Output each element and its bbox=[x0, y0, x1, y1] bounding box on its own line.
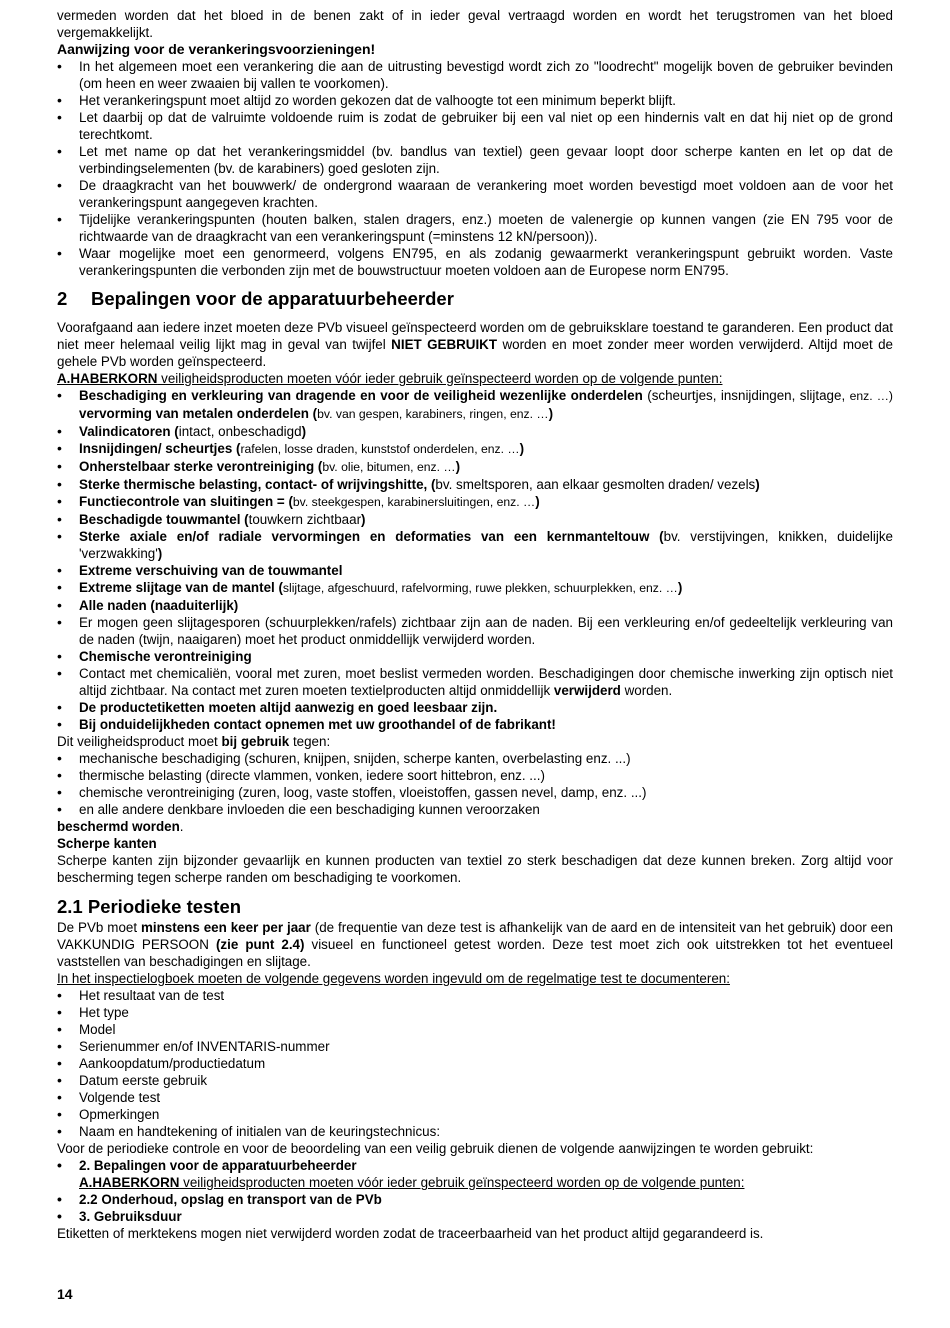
anchor-heading: Aanwijzing voor de verankeringsvoorzieningen! bbox=[57, 41, 376, 57]
list-item: • Het type bbox=[57, 1004, 893, 1021]
text-run: veiligheidsproducten moeten vóór ieder gebruik geïnspecteerd worden op de volgende punten: bbox=[157, 371, 723, 386]
list-item: • Sterke axiale en/of radiale vervormingen en deformaties van een kernmanteltouw (bv. verstijvingen, knikken, duidelijke 'verzwakking') bbox=[57, 528, 893, 562]
list-item: • Beschadigde touwmantel (touwkern zichtbaar) bbox=[57, 511, 893, 528]
list-item: • Waar mogelijke moet een genormeerd, volgens EN795, en als zodanig gewaarmerkt verankeringspunt gebruikt worden. Vaste verankeringspunten die verbonden zijn met de bouwstructuur moeten voldoen aan de Europese norm EN795. bbox=[57, 245, 893, 279]
list-item: • Er mogen geen slijtagesporen (schuurplekken/rafels) zichtbaar zijn aan de naden. Bij een verkleuring en/of gedeeltelijk verkleuring van de naden (twijn, naaigaren) moet het product onmiddellijk verwijderd worden. bbox=[57, 614, 893, 648]
list-item: • Insnijdingen/ scheurtjes (rafelen, losse draden, kunststof onderdelen, enz. …) bbox=[57, 440, 893, 458]
list-item: • mechanische beschadiging (schuren, knijpen, snijden, scherpe kanten, overbelasting enz. ...) bbox=[57, 750, 893, 767]
list-item: • Opmerkingen bbox=[57, 1106, 893, 1123]
list-item: • thermische belasting (directe vlammen, vonken, iedere soort hittebron, enz. ...) bbox=[57, 767, 893, 784]
list-item: • Functiecontrole van sluitingen = (bv. steekgespen, karabinersluitingen, enz. …) bbox=[57, 493, 893, 511]
closing-text: Etiketten of merktekens mogen niet verwijderd worden zodat de traceerbaarheid van het product altijd gegarandeerd is. bbox=[57, 1226, 764, 1241]
document-page bbox=[57, 7, 893, 1242]
section2-paragraph bbox=[57, 319, 893, 370]
text-run-bold: NIET GEBRUIKT bbox=[391, 337, 498, 352]
page-number: 14 bbox=[57, 1286, 73, 1302]
periodic-test-paragraph: De PVb moet minstens een keer per jaar (de frequentie van deze test is afhankelijk van de aard en de intensiteit van het gebruik) door een VAKKUNDIG PERSOON (zie punt 2.4) visueel en functioneel getest worden. Deze test moet zich ook uitstrekken tot het eventueel vaststellen van beschadigingen en slijtage. bbox=[57, 920, 894, 969]
section-heading-2-1: 2.1 Periodieke testen bbox=[57, 896, 242, 917]
list-item: • Het resultaat van de test bbox=[57, 987, 893, 1004]
list-item: • en alle andere denkbare invloeden die een beschadiging kunnen veroorzaken bbox=[57, 801, 893, 818]
section-number: 2 bbox=[57, 288, 68, 309]
list-item: • Contact met chemicaliën, vooral met zuren, moet beslist vermeden worden. Beschadigingen door chemische inwerking zijn optisch niet altijd zichtbaar. Na contact met zuren moeten textielproducten altijd onmiddellijk verwijderd worden. bbox=[57, 665, 893, 699]
list-item: • 3. Gebruiksduur bbox=[57, 1208, 893, 1225]
guidance-list bbox=[57, 1157, 893, 1174]
guidance-brand-line: A.HABERKORN veiligheidsproducten moeten vóór ieder gebruik geïnspecteerd worden op de volgende punten: bbox=[79, 1175, 745, 1190]
guidance-list-2 bbox=[57, 1191, 893, 1225]
logbook-list bbox=[57, 987, 893, 1140]
list-item: • Onherstelbaar sterke verontreiniging (bv. olie, bitumen, enz. …) bbox=[57, 458, 893, 476]
inspection-list bbox=[57, 387, 893, 733]
list-item: • 2. Bepalingen voor de apparatuurbeheerder bbox=[57, 1157, 893, 1174]
list-item: • Let met name op dat het verankeringsmiddel (bv. bandlus van textiel) geen gevaar loopt door scherpe kanten en let op dat de verbindingselementen (bv. de karabiners) goed gesloten zijn. bbox=[57, 143, 893, 177]
list-item: • De draagkracht van het bouwwerk/ de ondergrond waaraan de verankering moet worden bevestigd moet voldoen aan de voor het verankeringspunt aangegeven krachten. bbox=[57, 177, 893, 211]
list-item: • De productetiketten moeten altijd aanwezig en goed leesbaar zijn. bbox=[57, 699, 893, 716]
brand-name: A.HABERKORN bbox=[57, 371, 158, 386]
protect-intro: Dit veiligheidsproduct moet bij gebruik tegen: bbox=[57, 734, 331, 749]
sharp-edges-text: Scherpe kanten zijn bijzonder gevaarlijk en kunnen producten van textiel zo sterk beschadigen dat deze kunnen breken. Zorg altijd voor bescherming tegen scherpe randen om beschadiging te voorkomen. bbox=[57, 853, 893, 885]
guidance-line: Voor de periodieke controle en voor de beoordeling van een veilig gebruik dienen de volgende aanwijzingen te worden gebruikt: bbox=[57, 1141, 814, 1156]
list-item: • Het verankeringspunt moet altijd zo worden gekozen dat de valhoogte tot een minimum beperkt blijft. bbox=[57, 92, 893, 109]
protect-list bbox=[57, 750, 893, 818]
list-item: • Bij onduidelijkheden contact opnemen met uw groothandel of de fabrikant! bbox=[57, 716, 893, 733]
list-item: • Model bbox=[57, 1021, 893, 1038]
list-item: • Let daarbij op dat de valruimte voldoende ruim is zodat de gebruiker bij een val niet op een hindernis valt en dat hij niet op de grond terechtkomt. bbox=[57, 109, 893, 143]
list-item: • Tijdelijke verankeringspunten (houten balken, stalen dragers, enz.) moeten de valenergie op kunnen vangen (zie EN 795 voor de richtwaarde van de draagkracht van een verankeringspunt (=minstens 12 kN/persoon)). bbox=[57, 211, 893, 245]
list-item: • Valindicatoren (intact, onbeschadigd) bbox=[57, 423, 893, 440]
list-item: • Aankoopdatum/productiedatum bbox=[57, 1055, 893, 1072]
list-item: • Sterke thermische belasting, contact- of wrijvingshitte, (bv. smeltsporen, aan elkaar gesmolten draden/ vezels) bbox=[57, 476, 893, 493]
list-item: • Serienummer en/of INVENTARIS-nummer bbox=[57, 1038, 893, 1055]
list-item: • Naam en handtekening of initialen van de keuringstechnicus: bbox=[57, 1123, 893, 1140]
text-run: Voorafgaand aan iedere inzet moeten deze PVb visueel geïnspecteerd worden om de gebruiksklare toestand te garanderen. Een product dat niet meer helemaal veilig lijkt mag in geval van twijfel bbox=[57, 320, 893, 352]
sharp-edges-heading: Scherpe kanten bbox=[57, 836, 157, 851]
list-item: • Volgende test bbox=[57, 1089, 893, 1106]
list-item: • Datum eerste gebruik bbox=[57, 1072, 893, 1089]
anchor-list bbox=[57, 58, 893, 279]
text-run: worden en moet zonder meer worden verwijderd. Altijd moet de gehele PVb worden geïnspecteerd. bbox=[57, 337, 893, 369]
continued-paragraph: vermeden worden dat het bloed in de benen zakt of in ieder geval vertraagd worden en wordt het terugstromen van het bloed vergemakkelijkt. bbox=[57, 8, 893, 40]
list-item: • Extreme slijtage van de mantel (slijtage, afgeschuurd, rafelvorming, ruwe plekken, schuurplekken, enz. …) bbox=[57, 579, 893, 597]
list-item: • 2.2 Onderhoud, opslag en transport van de PVb bbox=[57, 1191, 893, 1208]
list-item: • In het algemeen moet een verankering die aan de uitrusting bevestigd wordt zich zo "loodrecht" mogelijk boven de gebruiker bevinden (om heen en weer zwaaien bij vallen te voorkomen). bbox=[57, 58, 893, 92]
protected-line: beschermd worden. bbox=[57, 819, 184, 834]
list-item: • Alle naden (naaduiterlijk) bbox=[57, 597, 893, 614]
list-item: • chemische verontreiniging (zuren, loog, vaste stoffen, vloeistoffen, gassen nevel, damp, enz. ...) bbox=[57, 784, 893, 801]
list-item: • Chemische verontreiniging bbox=[57, 648, 893, 665]
inspection-line bbox=[57, 370, 893, 387]
list-item: • Extreme verschuiving van de touwmantel bbox=[57, 562, 893, 579]
section-title: Bepalingen voor de apparatuurbeheerder bbox=[91, 288, 454, 309]
list-item: • Beschadiging en verkleuring van dragende en voor de veiligheid wezenlijke onderdelen (scheurtjes, insnijdingen, slijtage, enz. …) vervorming van metalen onderdelen (bv. van gespen, karabiners, ringen, enz. …) bbox=[57, 387, 893, 423]
logbook-line: In het inspectielogboek moeten de volgende gegevens worden ingevuld om de regelmatige test te documenteren: bbox=[57, 971, 730, 986]
section-heading-2 bbox=[57, 287, 893, 311]
